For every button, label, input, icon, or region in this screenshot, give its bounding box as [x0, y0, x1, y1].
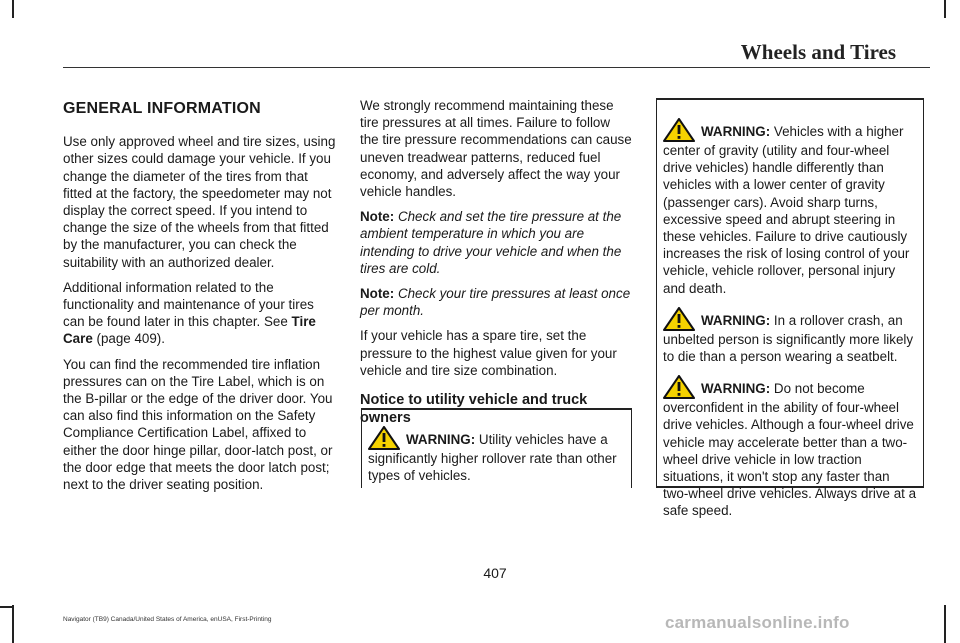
warning-text: Do not become overconfident in the ability of four-wheel drive vehicles. Although a four-wheel drive vehicle may accelerate better than a two-wheel drive vehicle in low traction situations, it won't stop any faster than two-wheel drive vehicles. Always drive at a safe speed. — [663, 381, 917, 519]
warning-triangle-icon — [368, 426, 400, 450]
crop-mark-bottom-left — [12, 605, 14, 643]
note-label: Note: — [360, 209, 395, 225]
warning-triangle-icon — [663, 118, 695, 142]
warning-text: In a rollover crash, an unbelted person is significantly more likely to die than a person wearing a seatbelt. — [663, 312, 914, 365]
note-label: Note: — [360, 286, 395, 302]
note-text: Check and set the tire pressure at the ambient temperature in which you are intending to drive your vehicle and when the tires are cold. — [360, 209, 622, 276]
warning-block — [368, 426, 625, 484]
section-heading: GENERAL INFORMATION — [63, 100, 261, 117]
crop-mark-bottom-left-h — [0, 606, 14, 608]
warning-label: WARNING: — [701, 124, 771, 139]
warning-label: WARNING: — [406, 432, 476, 447]
crop-mark-bottom-right — [944, 605, 946, 643]
warning-block — [663, 375, 917, 519]
warning-triangle-icon — [663, 307, 695, 331]
warning-label: WARNING: — [701, 381, 771, 397]
page-number: 407 — [483, 565, 507, 581]
additional-info-text: Additional information related to the functionality and maintenance of your tires can be found later in this chapter. See — [63, 279, 314, 330]
footer-text: Navigator (TB9) Canada/United States of America, enUSA, First-Printing — [63, 616, 272, 623]
left-column — [63, 100, 338, 501]
crop-mark-top-left — [12, 0, 14, 18]
warning-block — [663, 307, 917, 365]
page-reference: (page 409). — [92, 331, 165, 347]
crop-mark-top-right — [944, 0, 946, 18]
note-text: Check your tire pressures at least once per month. — [360, 286, 631, 319]
warning-triangle-icon — [663, 375, 695, 399]
middle-column — [360, 97, 632, 443]
subsection-heading: Notice to utility vehicle and truck owners — [360, 392, 588, 427]
paragraph-approved-sizes: Use only approved wheel and tire sizes, using other sizes could damage your vehicle. If you change the diameter of the tires from that fitted at the factory, the speedometer may not display the correct speed. If you intend to change the size of the wheels from that fitted by the manufacturer, you can check the suitability with an authorized dealer. — [63, 134, 336, 270]
warning-label: WARNING: — [701, 312, 771, 328]
paragraph-additional-info — [63, 279, 338, 348]
tire-care-link[interactable]: Tire Care — [63, 314, 316, 347]
page-title: Wheels and Tires — [740, 40, 896, 64]
warning-text: Vehicles with a higher center of gravity (utility and four-wheel drive vehicles) handle differently than vehicles with a lower center of gravity (passenger cars). Avoid sharp turns, excessive speed and abrupt steering in these vehicles. Failure to drive cautiously increases the risk of losing control of your vehicle, vehicle rollover, personal injury and death. — [663, 124, 910, 296]
warning-box-utility — [361, 408, 632, 488]
warning-block — [663, 118, 917, 297]
paragraph-spare-tire: If your vehicle has a spare tire, set the pressure to the highest value given for your vehicle and tire size combination. — [360, 328, 617, 378]
warning-text: Utility vehicles have a significantly higher rollover rate than other types of vehicles. — [368, 432, 617, 484]
note-monthly — [360, 285, 632, 319]
note-ambient — [360, 208, 632, 277]
warning-box-right — [656, 98, 924, 519]
title-rule — [63, 67, 930, 68]
watermark: carmanualsonline.info — [665, 613, 850, 632]
paragraph-maintain-pressure: We strongly recommend maintaining these tire pressures at all times. Failure to follow the tire pressure recommendations can cause uneven treadwear patterns, reduced fuel economy, and adversely affect the way your vehicle handles. — [360, 98, 632, 200]
paragraph-tire-label: You can find the recommended tire inflation pressures can on the Tire Label, which is on the B-pillar or the edge of the driver door. You can also find this information on the Safety Compliance Certification Label, affixed to either the door hinge pillar, door-latch post, or the door edge that meets the door latch post; next to the driver seating position. — [63, 356, 333, 493]
